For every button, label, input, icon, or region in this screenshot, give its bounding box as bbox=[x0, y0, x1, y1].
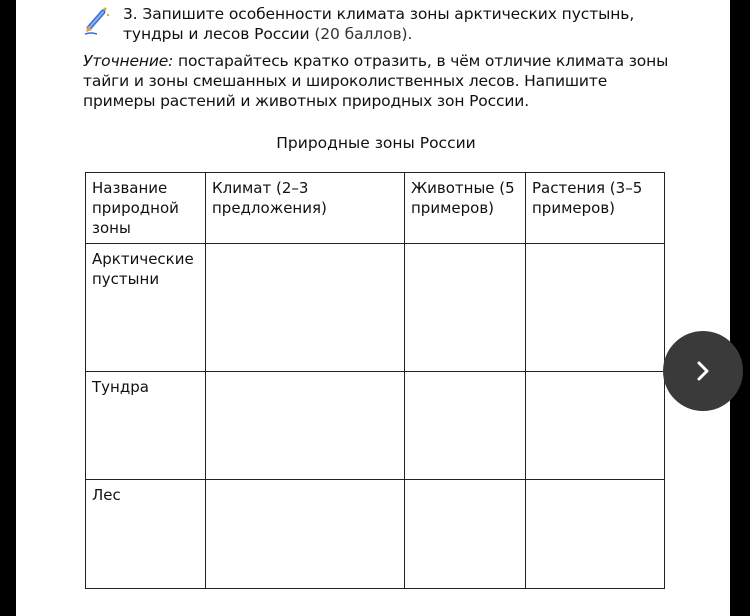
header-climate: Климат (2–3 предложения) bbox=[206, 173, 405, 244]
zone-name-cell: Арктические пустыни bbox=[86, 244, 206, 372]
worksheet-page bbox=[16, 0, 730, 616]
animals-cell[interactable] bbox=[405, 244, 526, 372]
clarification-body: постарайтесь кратко отразить, в чём отличие климата зоны тайги и зоны смешанных и широколиственных лесов. Напишите примеры растений и животных природных зон России. bbox=[83, 52, 669, 110]
plants-cell[interactable] bbox=[526, 480, 665, 589]
table-row bbox=[86, 244, 665, 372]
header-plants: Растения (3–5 примеров) bbox=[526, 173, 665, 244]
clarification-label: Уточнение: bbox=[83, 52, 174, 70]
chevron-right-icon bbox=[689, 357, 717, 385]
task-points: (20 баллов). bbox=[314, 25, 413, 43]
plants-cell[interactable] bbox=[526, 372, 665, 480]
table-row bbox=[86, 372, 665, 480]
climate-cell[interactable] bbox=[206, 244, 405, 372]
table-header-row bbox=[86, 173, 665, 244]
clarification-text bbox=[83, 51, 683, 111]
task-title: 3. Запишите особенности климата зоны арктических пустынь, тундры и лесов России (20 баллов). bbox=[123, 5, 635, 43]
animals-cell[interactable] bbox=[405, 372, 526, 480]
natural-zones-table bbox=[85, 172, 665, 589]
table-caption: Природные зоны России bbox=[276, 134, 476, 152]
pencil-edit-icon bbox=[83, 6, 111, 36]
header-zone-name: Название природной зоны bbox=[86, 173, 206, 244]
climate-cell[interactable] bbox=[206, 480, 405, 589]
next-page-button[interactable] bbox=[663, 331, 743, 411]
zone-name-cell: Тундра bbox=[86, 372, 206, 480]
plants-cell[interactable] bbox=[526, 244, 665, 372]
zone-name-cell: Лес bbox=[86, 480, 206, 589]
animals-cell[interactable] bbox=[405, 480, 526, 589]
climate-cell[interactable] bbox=[206, 372, 405, 480]
table-row bbox=[86, 480, 665, 589]
header-animals: Животные (5 примеров) bbox=[405, 173, 526, 244]
